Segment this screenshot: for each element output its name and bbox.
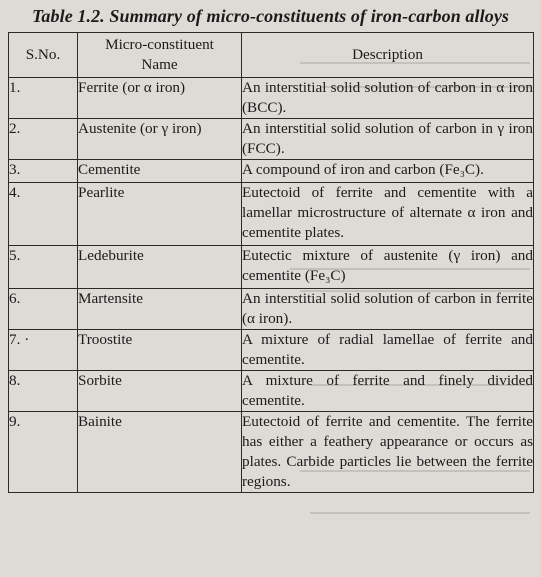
constituent-name: Austenite (or γ iron) [78, 119, 242, 160]
constituent-description: A mixture of ferrite and finely divided cementite. [242, 371, 534, 412]
table-row [9, 160, 534, 183]
constituent-name: Pearlite [78, 183, 242, 246]
constituent-description: An interstitial solid solution of carbon in ferrite (α iron). [242, 289, 534, 330]
constituent-description: Eutectoid of ferrite and cementite with a lamellar microstructure of alternate α iron and cementite plates. [242, 183, 534, 246]
row-number: 6. [9, 289, 78, 330]
row-number: 8. [9, 371, 78, 412]
constituent-name: Martensite [78, 289, 242, 330]
row-number: 1. [9, 78, 78, 119]
constituent-name: Bainite [78, 412, 242, 493]
header-micro-constituent-name [78, 33, 242, 78]
header-description: Description [242, 33, 534, 78]
table-row [9, 371, 534, 412]
row-number: 3. [9, 160, 78, 183]
micro-constituents-table [8, 32, 534, 493]
row-number: 5. [9, 246, 78, 289]
constituent-description: A mixture of radial lamellae of ferrite and cementite. [242, 330, 534, 371]
table-row [9, 412, 534, 493]
constituent-description: A compound of iron and carbon (Fe₃C). [242, 160, 534, 183]
table-row [9, 78, 534, 119]
table-row [9, 183, 534, 246]
header-constituent-line1: Micro-constituent [105, 36, 214, 53]
constituent-name: Troostite [78, 330, 242, 371]
header-row [9, 33, 534, 78]
constituent-description: Eutectic mixture of austenite (γ iron) and cementite (Fe₃C) [242, 246, 534, 289]
constituent-name: Sorbite [78, 371, 242, 412]
constituent-name: Ledeburite [78, 246, 242, 289]
table-title: Table 1.2. Summary of micro-constituents of iron-carbon alloys [31, 6, 510, 26]
header-constituent-line2: Name [141, 56, 178, 73]
constituent-description: Eutectoid of ferrite and cementite. The ferrite has either a feathery appearance or occurs as plates. Carbide particles lie between the ferrite regions. [242, 412, 534, 493]
constituent-description: An interstitial solid solution of carbon in α iron (BCC). [242, 78, 534, 119]
constituent-name: Cementite [78, 160, 242, 183]
constituent-description: An interstitial solid solution of carbon in γ iron (FCC). [242, 119, 534, 160]
header-sno: S.No. [9, 33, 78, 78]
row-number: 2. [9, 119, 78, 160]
table-row [9, 119, 534, 160]
constituent-name: Ferrite (or α iron) [78, 78, 242, 119]
table-row [9, 246, 534, 289]
row-number: 4. [9, 183, 78, 246]
row-number: 7. · [9, 330, 78, 371]
row-number: 9. [9, 412, 78, 493]
table-row [9, 289, 534, 330]
table-row [9, 330, 534, 371]
